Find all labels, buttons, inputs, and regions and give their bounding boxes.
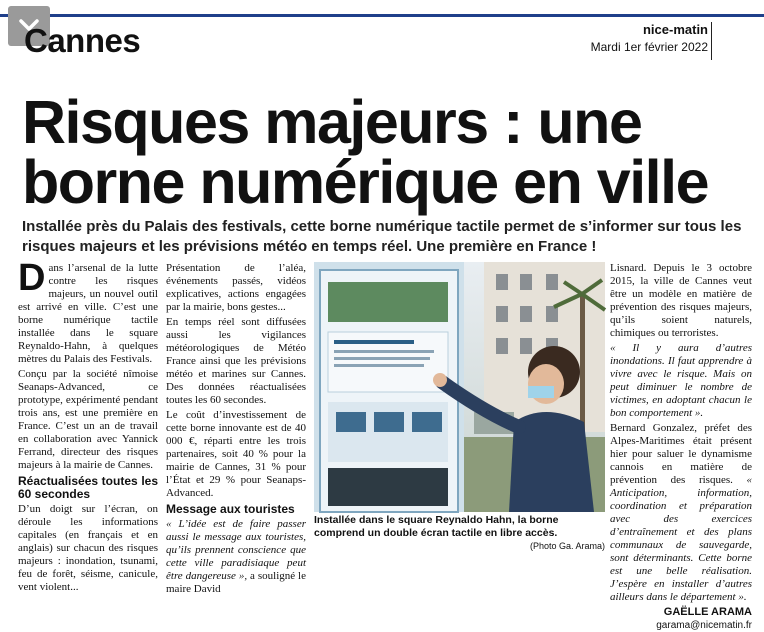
author-byline: GAËLLE ARAMA <box>663 606 752 618</box>
article-column-3 <box>610 262 752 632</box>
headline-line-1: Risques majeurs : une <box>22 88 642 156</box>
paragraph: Lisnard. Depuis le 3 octobre 2015, la ville de Cannes veut être un modèle en matière de prévention des risques majeurs, qu’ils soient naturels, chimiques ou terroristes. <box>610 262 752 339</box>
quote: « L’idée est de faire passer aussi le message aux touristes, qu’ils prennent conscience que cette ville paradisiaque peut être dangereuse », <box>166 518 306 582</box>
subheading: Réactualisées toutes les 60 secondes <box>18 474 158 501</box>
paragraph: Le coût d’investissement de cette borne innovante est de 40 000 €, réparti entre les trois partenaires, soit 40 % pour la mairie de Cannes, 31 % pour l’État et 29 % pour Seanaps-Advanced. <box>166 409 306 499</box>
headline <box>22 88 762 216</box>
paragraph-text: a souligné le maire David <box>166 570 306 595</box>
photo-credit: (Photo Ga. Arama) <box>529 541 605 551</box>
article-column-1 <box>18 257 158 596</box>
article-column-2 <box>166 262 306 598</box>
paragraph <box>166 518 306 596</box>
article-deck: Installée près du Palais des festivals, cette borne numérique tactile permet de s’informer sur tous les risques majeurs et les prévisions météo en temps réel. Une première en France ! <box>22 218 742 255</box>
masthead-divider <box>711 22 712 60</box>
subheading: Message aux touristes <box>166 502 295 516</box>
paragraph-text: ans l’arsenal de la lutte contre les risques majeurs, un nouvel outil est arrivé en ville. C’est une borne numérique tactile installée dans le square Reynaldo-Hahn, à quelques mètres du Palais des Festivals. <box>18 262 158 365</box>
caption-text: Installée dans le square Reynaldo Hahn, la borne comprend un double écran tactile en libre accès. <box>314 514 559 539</box>
section-title: Cannes <box>24 22 141 59</box>
paragraph <box>610 422 752 604</box>
article-photo <box>314 262 605 512</box>
quote: « Il y aura d’autres inondations. Il faut apprendre à vivre avec le risque. Mais on peut diminuer le nombre de victimes, en adoptant chacun le bon comportement ». <box>610 342 752 419</box>
author-email[interactable]: garama@nicematin.fr <box>656 620 752 631</box>
photo-caption <box>314 514 605 553</box>
brand-name: nice-matin <box>642 22 708 37</box>
paragraph: En temps réel sont diffusées aussi les vigilances météorologiques de Météo France ainsi que les prévisions météo et marines sur Cannes. Des données réactualisées toutes les 60 secondes. <box>166 316 306 406</box>
paragraph: Conçu par la société nîmoise Seanaps-Advanced, ce prototype, expérimenté pendant trois ans, est une première en France. C’est un an de travail en collaboration avec Yannick Ferrand, directeur des risques majeurs à la mairie de Cannes. <box>18 368 158 471</box>
quote: « Anticipation, information, coordination et préparation avec des exercices d’entraînement et des plans communaux de sauvegarde, sont déterminants. Cette borne est une belle réalisation. J’espère en installer d’autres ailleurs dans le département ». <box>610 474 752 603</box>
headline-line-2: borne numérique en ville <box>22 148 708 216</box>
paragraph: D’un doigt sur l’écran, on déroule les informations capitales (en français et en anglais) sur chacun des risques majeurs : inondation, tsunami, feu de forêt, séisme, canicule, vent violent... <box>18 503 158 593</box>
masthead-rule <box>0 14 764 17</box>
issue-date: Mardi 1er février 2022 <box>590 40 708 54</box>
masthead <box>591 22 708 54</box>
paragraph-text: Bernard Gonzalez, préfet des Alpes-Maritimes était présent hier pour saluer le dynamisme cannois en matière de prévention des risques. <box>610 422 752 486</box>
paragraph <box>18 257 158 366</box>
photo-illustration <box>314 262 605 512</box>
drop-cap: D <box>18 257 46 299</box>
paragraph: Présentation de l’aléa, événements passés, vidéos explicatives, actions engagées par la mairie, bons gestes... <box>166 262 306 313</box>
